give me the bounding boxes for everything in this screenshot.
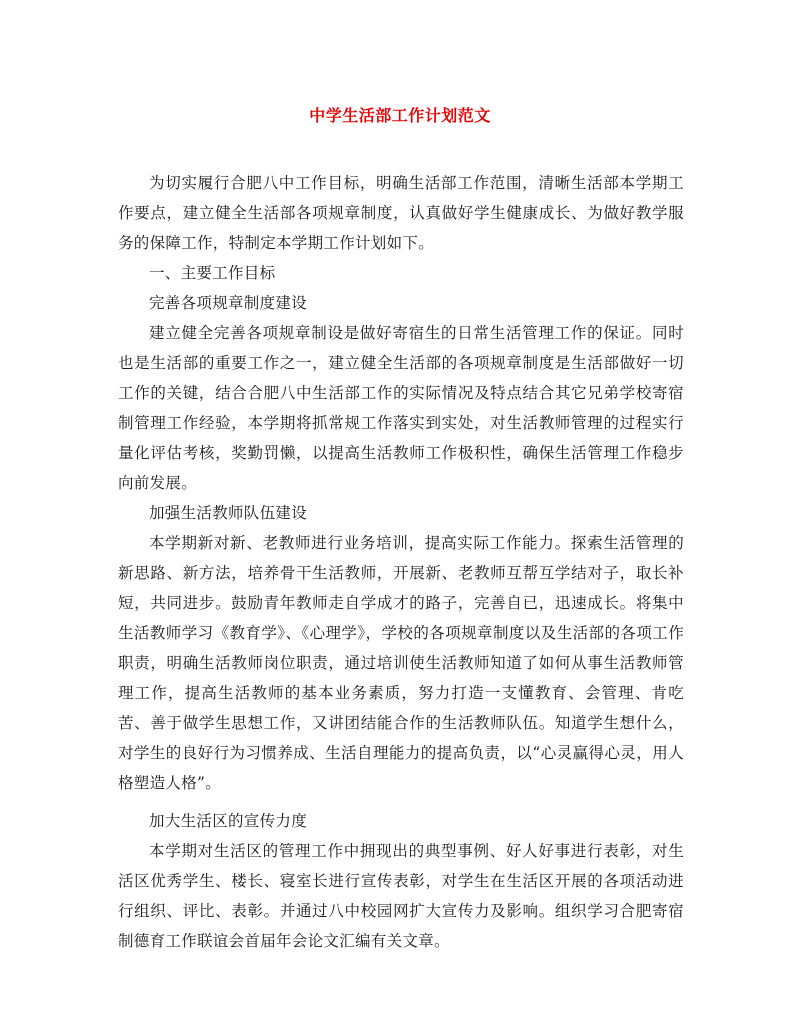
document-title: 中学生活部工作计划范文 — [309, 106, 491, 125]
document-body — [118, 168, 684, 956]
subheading-teacher-team: 加强生活教师队伍建设 — [149, 504, 308, 522]
section-heading-main-goals: 一、主要工作目标 — [149, 264, 276, 282]
teacher-team-paragraph: 本学期新对新、老教师进行业务培训，提高实际工作能力。探索生活管理的新思路、新方法，培养骨干生活教师，开展新、老教师互帮互学结对子，取长补短，共同进步。鼓励青年教师走自学成才的路子，完善自已，迅速成长。将集中生活教师学习《教育学》、《心理学》，学校的各项规章制度以及生活部的各项工作职责，明确生活教师岗位职责，通过培训使生活教师知道了如何从事生活教师管理工作，提高生活教师的基本业务素质，努力打造一支懂教育、会管理、肯吃苦、善于做学生思想工作，又讲团结能合作的生活教师队伍。知道学生想什么，对学生的良好行为习惯养成、生活自理能力的提高负责，以“心灵赢得心灵，用人格塑造人格”。 — [118, 534, 684, 792]
rules-construction-paragraph: 建立健全完善各项规章制设是做好寄宿生的日常生活管理工作的保证。同时也是生活部的重要工作之一，建立健全生活部的各项规章制度是生活部做好一切工作的关键，结合合肥八中生活部工作的实际情况及特点结合其它兄弟学校寄宿制管理工作经验，本学期将抓常规工作落实到实处，对生活教师管理的过程实行量化评估考核，奖勤罚懒，以提高生活教师工作极积性，确保生活管理工作稳步向前发展。 — [118, 324, 684, 492]
publicity-paragraph: 本学期对生活区的管理工作中拥现出的典型事例、好人好事进行表彰，对生活区优秀学生、楼长、寝室长进行宣传表彰，对学生在生活区开展的各项活动进行组织、评比、表彰。并通过八中校园网扩大宣传力及影响。组织学习合肥寄宿制德育工作联谊会首届年会论文汇编有关文章。 — [118, 842, 684, 950]
intro-paragraph: 为切实履行合肥八中工作目标，明确生活部工作范围，清晰生活部本学期工作要点，建立健全生活部各项规章制度，认真做好学生健康成长、为做好教学服务的保障工作，特制定本学期工作计划如下。 — [118, 174, 684, 252]
subheading-rules-construction: 完善各项规章制度建设 — [149, 294, 308, 312]
subheading-publicity: 加大生活区的宣传力度 — [149, 812, 308, 830]
paragraph-spacer — [118, 798, 684, 806]
